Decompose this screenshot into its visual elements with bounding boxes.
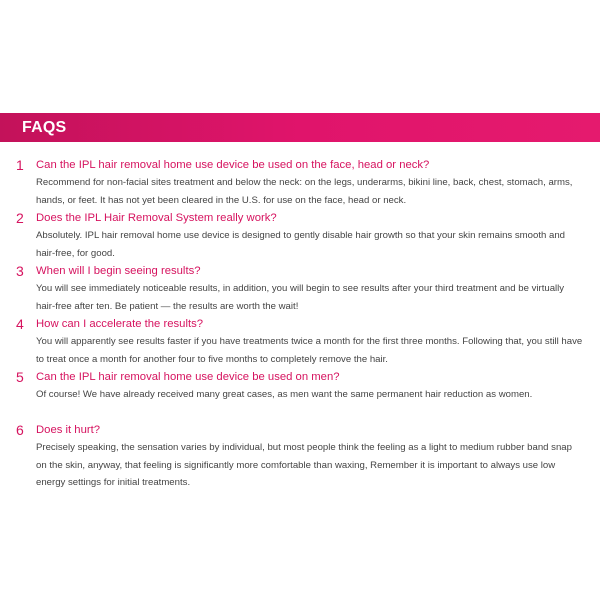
faq-question: Does it hurt? <box>36 424 101 436</box>
faq-item <box>0 157 600 210</box>
faq-number: 3 <box>16 263 24 279</box>
faq-header-bar <box>0 113 600 142</box>
faq-item <box>0 422 600 489</box>
faq-number: 5 <box>16 369 24 385</box>
faq-number: 2 <box>16 210 24 226</box>
faq-question: When will I begin seeing results? <box>36 265 201 277</box>
faq-question: Can the IPL hair removal home use device be used on the face, head or neck? <box>36 159 430 171</box>
faq-list <box>0 157 600 489</box>
faq-question: How can I accelerate the results? <box>36 318 204 330</box>
faq-number: 1 <box>16 157 24 173</box>
faq-answer: You will see immediately noticeable results, in addition, you will begin to see results after your third treatment and be virtually hair-free after ten. Be patient — the results are worth the wait! <box>36 283 565 312</box>
page-title: FAQS <box>22 119 67 136</box>
faq-item <box>0 369 600 422</box>
faq-answer: You will apparently see results faster if you have treatments twice a month for the first three months. Following that, you still have to treat once a month for another four to five months to completely remove the hair. <box>36 336 583 365</box>
faq-answer: Absolutely. IPL hair removal home use device is designed to gently disable hair growth so that your skin remains smooth and hair-free, for good. <box>36 230 565 259</box>
faq-number: 4 <box>16 316 24 332</box>
faq-item <box>0 316 600 369</box>
faq-question: Can the IPL hair removal home use device be used on men? <box>36 371 340 383</box>
faq-answer: Of course! We have already received many great cases, as men want the same permanent hair reduction as women. <box>36 389 533 400</box>
faq-question: Does the IPL Hair Removal System really work? <box>36 212 277 224</box>
faq-answer: Recommend for non-facial sites treatment and below the neck: on the legs, underarms, bikini line, back, chest, stomach, arms, hands, or feet. It has not yet been cleared in the U.S. for use on the face, head or neck. <box>36 177 573 206</box>
faq-number: 6 <box>16 422 24 438</box>
faq-item <box>0 210 600 263</box>
faq-answer: Precisely speaking, the sensation varies by individual, but most people think the feeling as a light to medium rubber band snap on the skin, anyway, that feeling is significantly more comfortable than waxing, Remember it is important to always use low energy settings for initial treatments. <box>36 442 572 488</box>
faq-item <box>0 263 600 316</box>
